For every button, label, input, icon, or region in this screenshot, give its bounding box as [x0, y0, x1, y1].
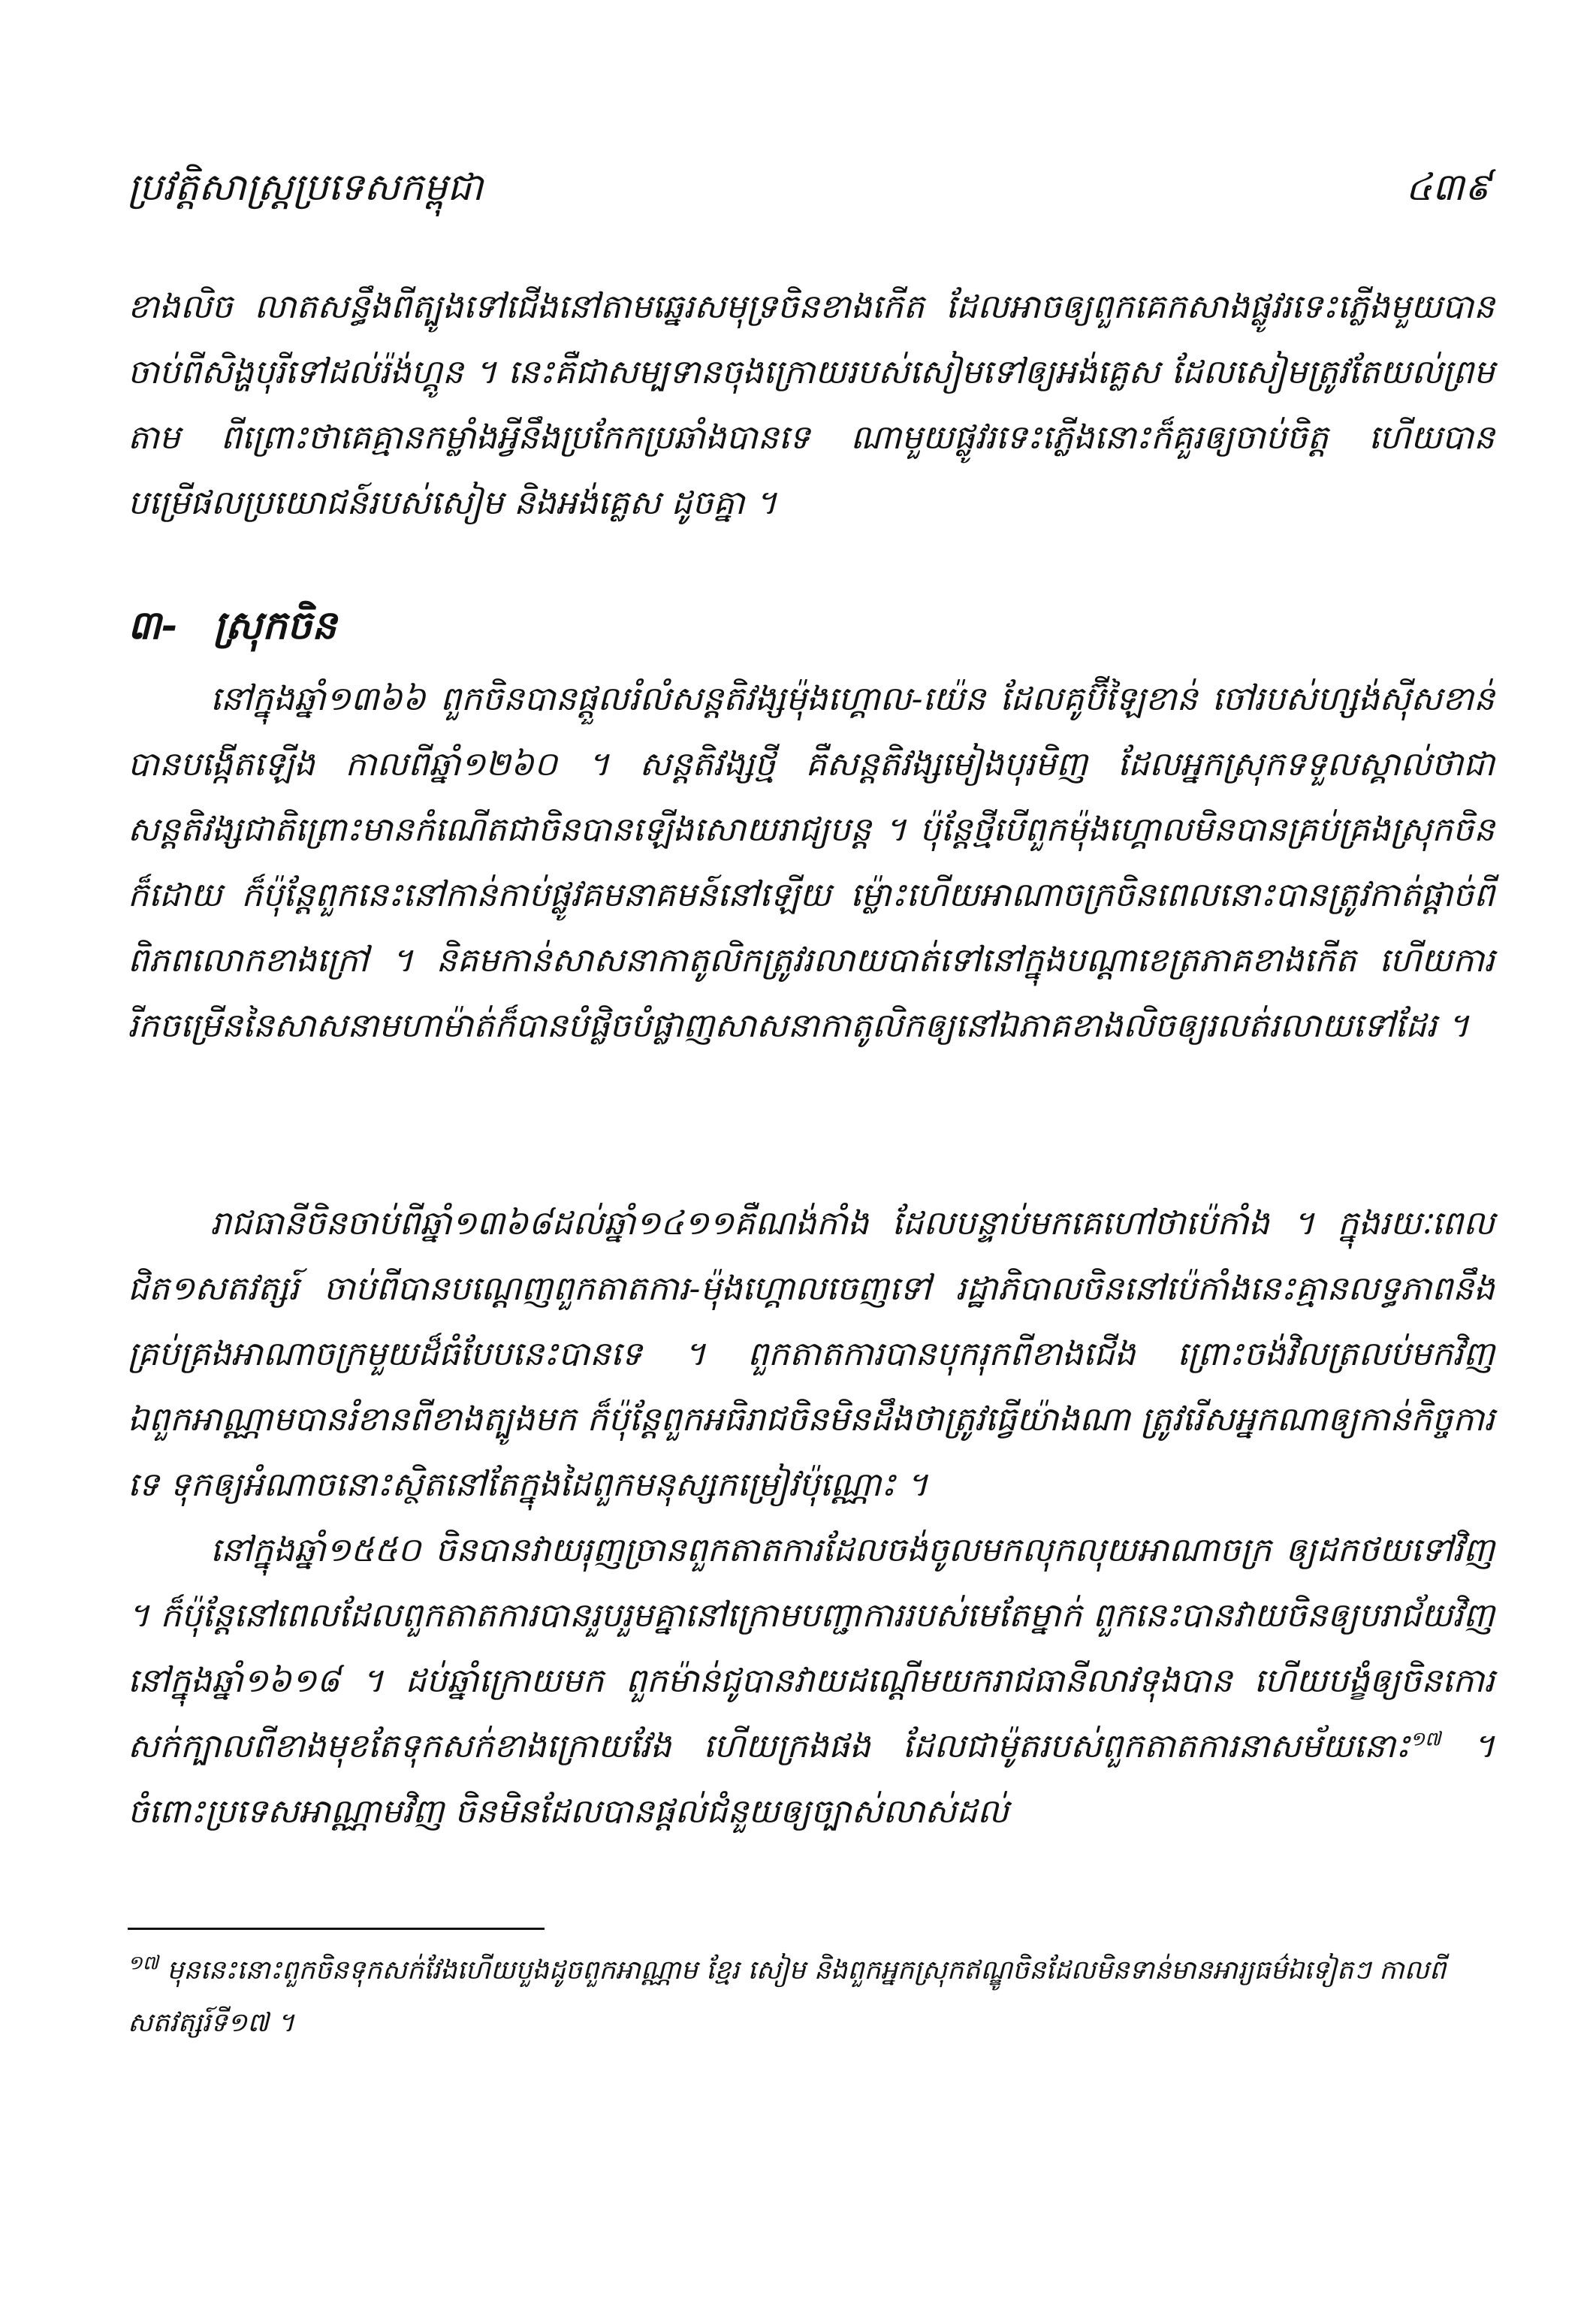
paragraph-3-tail: ។ ចំពោះប្រទេសអាណ្ណាមវិញ ចិនមិនដែលបានផ្តល់ជំនួយឲ្យច្បាស់លាស់ដល់	[128, 1727, 1495, 1831]
intro-paragraph: ខាងលិច លាតសន្ធឹងពីត្បូងទៅជើងនៅតាមឆ្នេរសមុទ្រចិនខាងកើត ដែលអាចឲ្យពួកគេកសាងផ្លូវរទេះភ្លើងមួយបាន ចាប់ពីសិង្ហបុរីទៅដល់រ៉ង់ហ្គូន ។ នេះគឺជាសម្បទានចុងក្រោយរបស់សៀមទៅឲ្យអង់គ្លេស ដែលសៀមត្រូវតែយល់ព្រមតាម ពីព្រោះថាគេគ្មានកម្លាំងអ្វីនឹងប្រកែកប្រឆាំងបានទេ ណាមួយផ្លូវរទេះភ្លើងនោះក៏គួរឲ្យចាប់ចិត្ត ហើយបានបម្រើផលប្រយោជន៍របស់សៀម និងអង់គ្លេស ដូចគ្នា ។	[128, 288, 1495, 522]
footnote-marker: ១៧	[128, 1952, 159, 1975]
footnote	[128, 1944, 1495, 2049]
footnote-text: មុននេះនោះពួកចិនទុកសក់វែងហើយបួងដូចពួកអាណ្ណាម ខ្មែរ សៀម និងពួកអ្នកស្រុកឥណ្ឌូចិនដែលមិនទាន់មានអារ្យធម៌ឯទៀតៗ កាលពីសតវត្សរ៍ទី១៧ ។	[128, 1955, 1447, 2038]
section-number: ៣-	[128, 602, 178, 648]
footnote-divider	[128, 1928, 545, 1930]
section-heading	[128, 601, 336, 658]
paragraph-1: នៅក្នុងឆ្នាំ១៣៦៦ ពួកចិនបានផ្តួលរំលំសន្តតិវង្សម៉ុងហ្គោល-យ៉េន ដែលគូប៊ីឡៃខាន់ ចៅរបស់ហ្សង់ស៊ីសខាន់ បានបង្កើតឡើង កាលពីឆ្នាំ១២៦០ ។ សន្តតិវង្សថ្មី គឺសន្តតិវង្សមៀងបុរមិញ ដែលអ្នកស្រុកទទួលស្គាល់ថាជាសន្តតិវង្សជាតិព្រោះមានកំណើតជាចិនបានឡើងសោយរាជ្យបន្ត ។ ប៉ុន្តែថ្មីបើពួកម៉ុងហ្គោលមិនបានគ្រប់គ្រងស្រុកចិនក៏ដោយ ក៏ប៉ុន្តែពួកនេះនៅកាន់កាប់ផ្លូវគមនាគមន៍នៅឡើយ ម្ល៉ោះហើយអាណាចក្រចិនពេលនោះបានត្រូវកាត់ផ្តាច់ពីពិភពលោកខាងក្រៅ ។ និគមកាន់សាសនាកាតូលិកត្រូវរលាយបាត់ទៅនៅក្នុងបណ្តាខេត្រភាគខាងកើត ហើយការរីកចម្រើននៃសាសនាមហាម៉ាត់ក៏បានបំផ្លិចបំផ្លាញសាសនាកាតូលិកឲ្យនៅឯភាគខាងលិចឲ្យរលត់រលាយទៅដែរ ។	[128, 680, 1495, 1045]
paragraph-2: រាជធានីចិនចាប់ពីឆ្នាំ១៣៦៨ដល់ឆ្នាំ១៤១១គឺណង់កាំង ដែលបន្ទាប់មកគេហៅថាប៉េកាំង ។ ក្នុងរយៈពេលជិត១សតវត្សរ៍ ចាប់ពីបានបណ្តេញពួកតាតការ-ម៉ុងហ្គោលចេញទៅ រដ្ឋាភិបាលចិននៅប៉េកាំងនេះគ្មានលទ្ធភាពនឹងគ្រប់គ្រងអាណាចក្រមួយដ៏ធំបែបនេះបានទេ ។ ពួកតាតការបានបុករុកពីខាងជើង ព្រោះចង់វិលត្រលប់មកវិញ ឯពួកអាណ្ណាមបានរំខានពីខាងត្បូងមក ក៏ប៉ុន្តែពួកអធិរាជចិនមិនដឹងថាត្រូវធ្វើយ៉ាងណា ត្រូវរើសអ្នកណាឲ្យកាន់កិច្ចការទេ ទុកឲ្យអំណាចនោះស្ថិតនៅតែក្នុងដៃពួកមនុស្សកម្រៀវប៉ុណ្ណោះ ។	[128, 1204, 1495, 1504]
section-title: ស្រុកចិន	[213, 602, 337, 648]
running-title: ប្រវត្តិសាស្ត្រប្រទេសកម្ពុជា	[128, 165, 484, 209]
footnote-reference[interactable]: ១៧	[1410, 1728, 1441, 1751]
paragraph-3	[128, 1517, 1495, 1844]
page-number: ៤៣៩	[1405, 165, 1491, 209]
paragraph-3-main: នៅក្នុងឆ្នាំ១៥៥០ ចិនបានវាយរុញច្រានពួកតាតការដែលចង់ចូលមកលុកលុយអាណាចក្រ ឲ្យដកថយទៅវិញ ។ ក៏ប៉ុន្តែនៅពេលដែលពួកតាតការបានរួបរួមគ្នានៅក្រោមបញ្ជាការរបស់មេតែម្នាក់ ពួកនេះបានវាយចិនឲ្យបរាជ័យវិញនៅក្នុងឆ្នាំ១៦១៨ ។ ដប់ឆ្នាំក្រោយមក ពួកម៉ាន់ជូបានវាយដណ្តើមយករាជធានីលាវទុងបាន ហើយបង្ខំឲ្យចិនកោរសក់ក្បាលពីខាងមុខតែទុកសក់ខាងក្រោយវែង ហើយក្រងផង ដែលជាម៉ូតរបស់ពួកតាតការនាសម័យនោះ	[128, 1531, 1495, 1765]
